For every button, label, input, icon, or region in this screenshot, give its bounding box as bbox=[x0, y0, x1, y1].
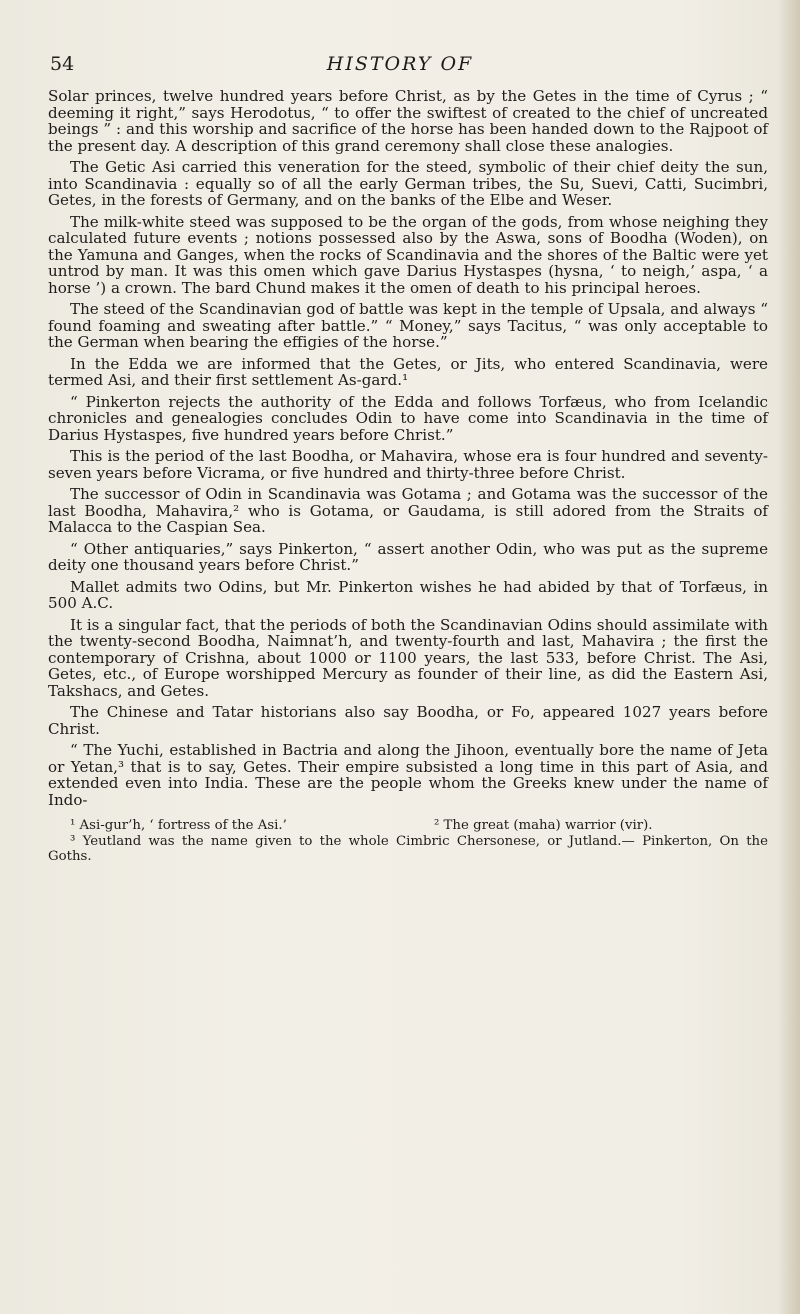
footnote-1: ¹ Asi-gur’h, ‘ fortress of the Asi.’ bbox=[70, 818, 287, 833]
page-body bbox=[48, 88, 768, 865]
page-number: 54 bbox=[50, 53, 75, 75]
running-title: HISTORY OF bbox=[326, 53, 474, 75]
paragraph: The Chinese and Tatar historians also say Boodha, or Fo, appeared 1027 years before Christ. bbox=[48, 703, 768, 738]
paragraph: The successor of Odin in Scandinavia was Gotama ; and Gotama was the successor of the last Boodha, Mahavira,² who is Gotama, or Gaudama, is still adored from the Straits of Malacca to the Caspian Sea. bbox=[48, 485, 768, 536]
paragraph: This is the period of the last Boodha, or Mahavira, whose era is four hundred and seventy-seven years before Vicrama, or five hundred and thirty-three before Christ. bbox=[48, 447, 768, 482]
page-edge-shadow bbox=[778, 0, 800, 1314]
paragraph: The milk-white steed was supposed to be the organ of the gods, from whose neighing they calculated future events ; notions possessed also by the Aswa, sons of Boodha (Woden), on the Yamuna and Ganges, when the rocks of Scandinavia and the shores of the Baltic were yet untrod by man. It was this omen which gave Darius Hystaspes (hysna, ‘ to neigh,’ aspa, ‘ a horse ’) a crown. The bard Chund makes it the omen of death to his principal heroes. bbox=[48, 212, 768, 297]
paragraph: The steed of the Scandinavian god of battle was kept in the temple of Upsala, and always “ found foaming and sweating after battle.” “ Money,” says Tacitus, “ was only acceptable to the German when bearing the effigies of the horse.” bbox=[48, 300, 768, 351]
footnote-row bbox=[48, 818, 768, 834]
footnotes bbox=[48, 818, 768, 865]
paragraph: “ Other antiquaries,” says Pinkerton, “ assert another Odin, who was put as the supreme deity one thousand years before Christ.” bbox=[48, 539, 768, 574]
paragraph: “ The Yuchi, established in Bactria and along the Jihoon, eventually bore the name of Jeta or Yetan,³ that is to say, Getes. Their empire subsisted a long time in this part of Asia, and extended even into India. These are the people whom the Greeks knew under the name of Indo- bbox=[48, 741, 768, 809]
footnote-2: ² The great (maha) warrior (vir). bbox=[434, 818, 653, 833]
paragraph: The Getic Asi carried this veneration for the steed, symbolic of their chief deity the sun, into Scandinavia : equally so of all the early German tribes, the Su, Suevi, Catti, Sucimbri, Getes, in the forests of Germany, and on the banks of the Elbe and Weser. bbox=[48, 158, 768, 209]
paragraph: In the Edda we are informed that the Getes, or Jits, who entered Scandinavia, were termed Asi, and their first settlement As-gard.¹ bbox=[48, 354, 768, 389]
paragraph: “ Pinkerton rejects the authority of the Edda and follows Torfæus, who from Icelandic chronicles and genealogies concludes Odin to have come into Scandinavia in the time of Darius Hystaspes, five hundred years before Christ.” bbox=[48, 392, 768, 444]
paragraph: Solar princes, twelve hundred years before Christ, as by the Getes in the time of Cyrus ; “ deeming it right,” says Herodotus, “ to offer the swiftest of created to the chief of uncreated beings ” : and this worship and sacrifice of the horse has been handed down to the Rajpoot of the present day. A description of this grand ceremony shall close these analogies. bbox=[48, 87, 768, 155]
page-header bbox=[40, 53, 760, 79]
paragraph: Mallet admits two Odins, but Mr. Pinkerton wishes he had abided by that of Torfæus, in 500 A.C. bbox=[48, 577, 768, 612]
paragraph: It is a singular fact, that the periods of both the Scandinavian Odins should assimilate with the twenty-second Boodha, Naimnat’h, and twenty-fourth and last, Mahavira ; the first the contemporary of Crishna, about 1000 or 1100 years, the last 533, before Christ. The Asi, Getes, etc., of Europe worshipped Mercury as founder of their line, as did the Eastern Asi, Takshacs, and Getes. bbox=[48, 615, 768, 700]
footnote-3: ³ Yeutland was the name given to the whole Cimbric Chersonese, or Jutland.— Pinkerton, On the Goths. bbox=[48, 833, 768, 864]
